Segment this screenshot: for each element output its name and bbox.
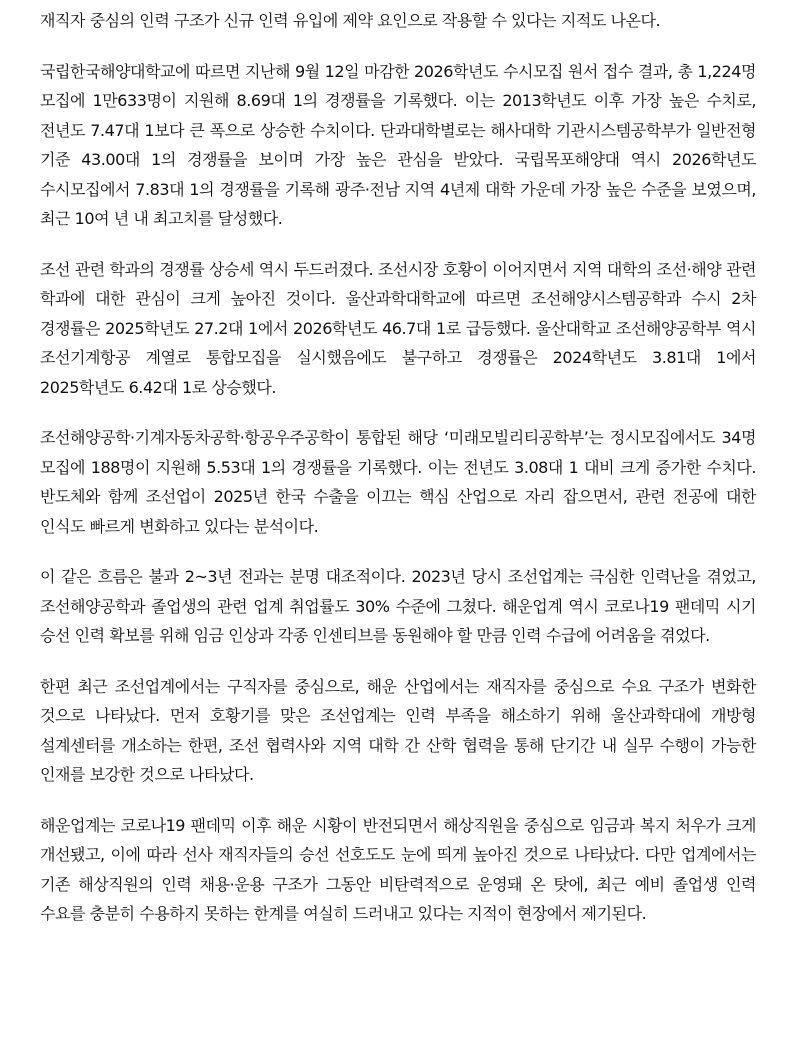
paragraph-2: 국립한국해양대학교에 따르면 지난해 9월 12일 마감한 2026학년도 수시모집 원서 접수 결과, 총 1,224명 모집에 1만633명이 지원해 8.69대 1의 경쟁률을 기록했다. 이는 2013학년도 이후 가장 높은 수치로, 전년도 7.47대 1보다 큰 폭으로 상승한 수치이다. 단과대학별로는 해사대학 기관시스템공학부가 일반전형 기준 43.00대 1의 경쟁률을 보이며 가장 높은 관심을 받았다. 국립목포해양대 역시 2026학년도 수시모집에서 7.83대 1의 경쟁률을 기록해 광주·전남 지역 4년제 대학 가운데 가장 높은 수준을 보였으며, 최근 10여 년 내 최고치를 달성했다.: [40, 61, 756, 228]
paragraph-3: 조선 관련 학과의 경쟁률 상승세 역시 두드러졌다. 조선시장 호황이 이어지면서 지역 대학의 조선·해양 관련 학과에 대한 관심이 크게 높아진 것이다. 울산과학대학교에 따르면 조선해양시스템공학과 수시 2차 경쟁률은 2025학년도 27.2대 1에서 2026학년도 46.7대 1로 급등했다. 울산대학교 조선해양공학부 역시 조선기계항공 계열로 통합모집을 실시했음에도 불구하고 경쟁률은 2024학년도 3.81대 1에서 2025학년도 6.42대 1로 상승했다.: [40, 259, 756, 397]
article-body: [40, 6, 756, 950]
paragraph-4: 조선해양공학·기계자동차공학·항공우주공학이 통합된 해당 ‘미래모빌리티공학부’는 정시모집에서도 34명 모집에 188명이 지원해 5.53대 1의 경쟁률을 기록했다. 이는 전년도 3.08대 1 대비 크게 증가한 수치다. 반도체와 함께 조선업이 2025년 한국 수출을 이끄는 핵심 산업으로 자리 잡으면서, 관련 전공에 대한 인식도 빠르게 변화하고 있다는 분석이다.: [40, 428, 756, 536]
paragraph-1: 재직자 중심의 인력 구조가 신규 인력 유입에 제약 요인으로 작용할 수 있다는 지적도 나온다.: [40, 11, 661, 30]
paragraph-5: 이 같은 흐름은 불과 2~3년 전과는 분명 대조적이다. 2023년 당시 조선업계는 극심한 인력난을 겪었고, 조선해양공학과 졸업생의 관련 업계 취업률도 30% 수준에 그쳤다. 해운업계 역시 코로나19 팬데믹 시기 승선 인력 확보를 위해 임금 인상과 각종 인센티브를 동원해야 할 만큼 인력 수급에 어려움을 겪었다.: [40, 567, 756, 645]
paragraph-7: 해운업계는 코로나19 팬데믹 이후 해운 시황이 반전되면서 해상직원을 중심으로 임금과 복지 처우가 크게 개선됐고, 이에 따라 선사 재직자들의 승선 선호도도 눈에 띄게 높아진 것으로 나타났다. 다만 업계에서는 기존 해상직원의 인력 채용·운용 구조가 그동안 비탄력적으로 운영돼 온 탓에, 최근 예비 졸업생 인력 수요를 충분히 수용하지 못하는 한계를 여실히 드러내고 있다는 지적이 현장에서 제기된다.: [40, 815, 756, 923]
paragraph-6: 한편 최근 조선업계에서는 구직자를 중심으로, 해운 산업에서는 재직자를 중심으로 수요 구조가 변화한 것으로 나타났다. 먼저 호황기를 맞은 조선업계는 인력 부족을 해소하기 위해 울산과학대에 개방형 설계센터를 개소하는 한편, 조선 협력사와 지역 대학 간 산학 협력을 통해 단기간 내 실무 수행이 가능한 인재를 보강한 것으로 나타났다.: [40, 676, 756, 784]
